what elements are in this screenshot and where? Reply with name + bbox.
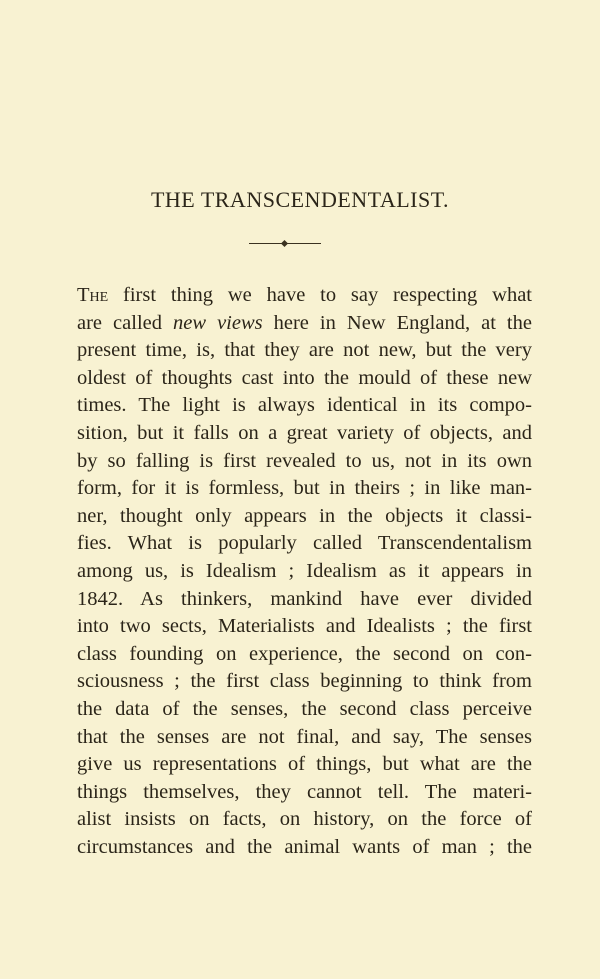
text-line: sciousness ; the first class beginning to think from (77, 670, 532, 693)
italic-phrase: new views (173, 311, 263, 334)
ornamental-divider (249, 243, 321, 244)
text-line: oldest of thoughts cast into the mould of these new (77, 366, 532, 389)
text-line: into two sects, Materialists and Idealists ; the first (77, 615, 532, 638)
text-line: The first thing we have to say respecting what (77, 284, 532, 306)
text-line: circumstances and the animal wants of man ; the (77, 835, 532, 858)
text-line: give us representations of things, but what are the (77, 753, 532, 776)
text-line: things themselves, they cannot tell. The materi- (77, 780, 532, 803)
lead-word: The (77, 284, 109, 306)
text-line: 1842. As thinkers, mankind have ever divided (77, 587, 532, 610)
text-line: form, for it is formless, but in theirs ; in like man- (77, 477, 532, 500)
text-line: fies. What is popularly called Transcendentalism (77, 532, 532, 555)
text-line: are called new views here in New England, at the (77, 311, 532, 334)
text-line: that the senses are not final, and say, The senses (77, 725, 532, 748)
body-text (77, 282, 532, 861)
text-line: the data of the senses, the second class perceive (77, 697, 532, 720)
text-line: ner, thought only appears in the objects it classi- (77, 504, 532, 527)
text-line: sition, but it falls on a great variety of objects, and (77, 421, 532, 444)
text-line: times. The light is always identical in its compo- (77, 394, 532, 417)
text-line: present time, is, that they are not new, but the very (77, 339, 532, 362)
text-line: alist insists on facts, on history, on the force of (77, 808, 532, 831)
text-line: class founding on experience, the second on con- (77, 642, 532, 665)
text-line: among us, is Idealism ; Idealism as it appears in (77, 559, 532, 582)
text-line: by so falling is first revealed to us, not in its own (77, 449, 532, 472)
chapter-title: THE TRANSCENDENTALIST. (150, 187, 450, 212)
